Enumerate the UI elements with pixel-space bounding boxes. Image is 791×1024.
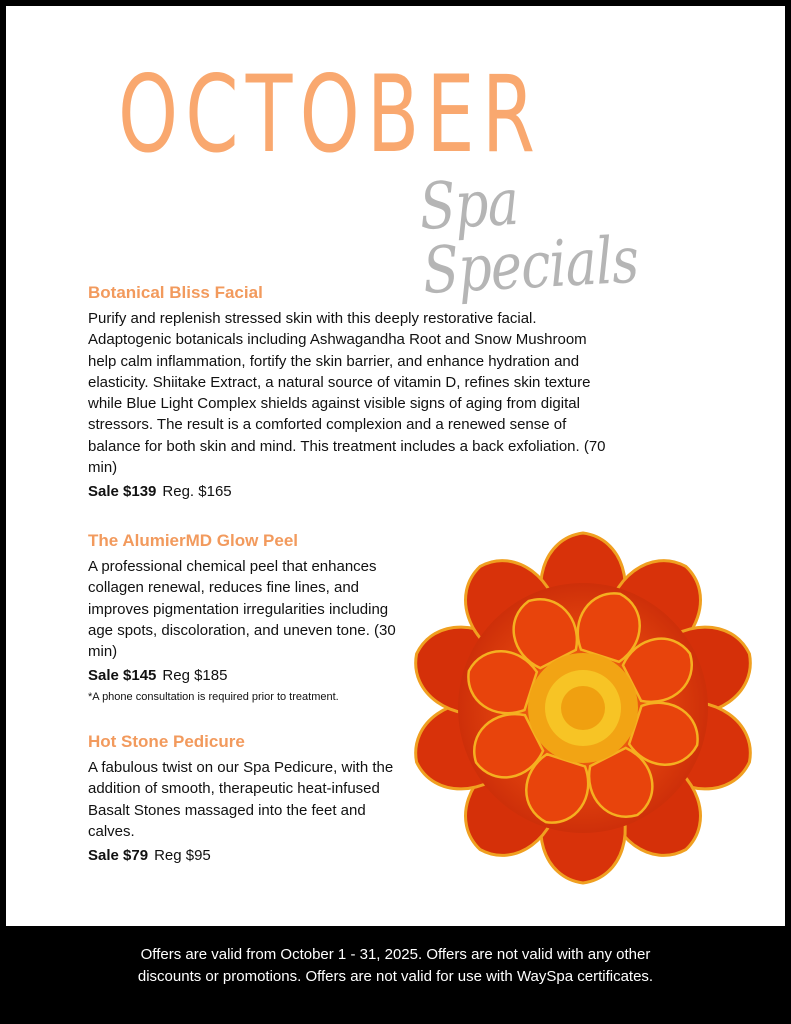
consultation-note: *A phone consultation is required prior to treatment.: [88, 691, 339, 704]
footer-line: Offers are valid from October 1 - 31, 2025. Offers are not valid with any other: [140, 946, 651, 963]
special-title: Hot Stone Pedicure: [88, 732, 245, 751]
sale-price: Sale $145: [88, 667, 157, 685]
marigold-flower-icon: [400, 522, 766, 894]
special-price: [88, 481, 618, 502]
regular-price: Reg $95: [154, 847, 211, 865]
footer-disclaimer: [0, 944, 791, 988]
special-botanical-bliss-facial: [88, 282, 618, 502]
page-subtitle: Spa Specials: [417, 165, 640, 309]
sale-price: Sale $79: [88, 847, 149, 865]
sale-price: Sale $139: [88, 483, 157, 501]
special-hot-stone-pedicure: [88, 731, 408, 866]
special-description: A fabulous twist on our Spa Pedicure, with the addition of smooth, therapeutic heat-infused Basalt Stones massaged into the feet and calves.: [88, 759, 394, 840]
regular-price: Reg $185: [162, 667, 228, 685]
special-description: A professional chemical peel that enhances collagen renewal, reduces fine lines, and improves pigmentation irregularities including age spots, discoloration, and uneven tone. (30 min): [88, 558, 396, 661]
special-description: Purify and replenish stressed skin with this deeply restorative facial. Adaptogenic botanicals including Ashwagandha Root and Snow Mushroom help calm inflammation, fortify the skin barrier, and enhance hydration and elasticity. Shiitake Extract, a natural source of vitamin D, refines skin texture while Blue Light Complex shields against visible signs of aging from digital stressors. The result is a comforted complexion and a renewed sense of balance for both skin and mind. This treatment includes a back exfoliation. (70 min): [88, 310, 606, 477]
special-price: [88, 665, 408, 686]
regular-price: Reg. $165: [162, 483, 232, 501]
special-title: The AlumierMD Glow Peel: [88, 531, 299, 550]
special-alumiermd-glow-peel: [88, 530, 408, 704]
page-title: OCTOBER: [118, 53, 543, 176]
special-price: [88, 845, 408, 866]
footer-line: discounts or promotions. Offers are not valid for use with WaySpa certificates.: [137, 968, 654, 985]
special-title: Botanical Bliss Facial: [88, 283, 263, 302]
